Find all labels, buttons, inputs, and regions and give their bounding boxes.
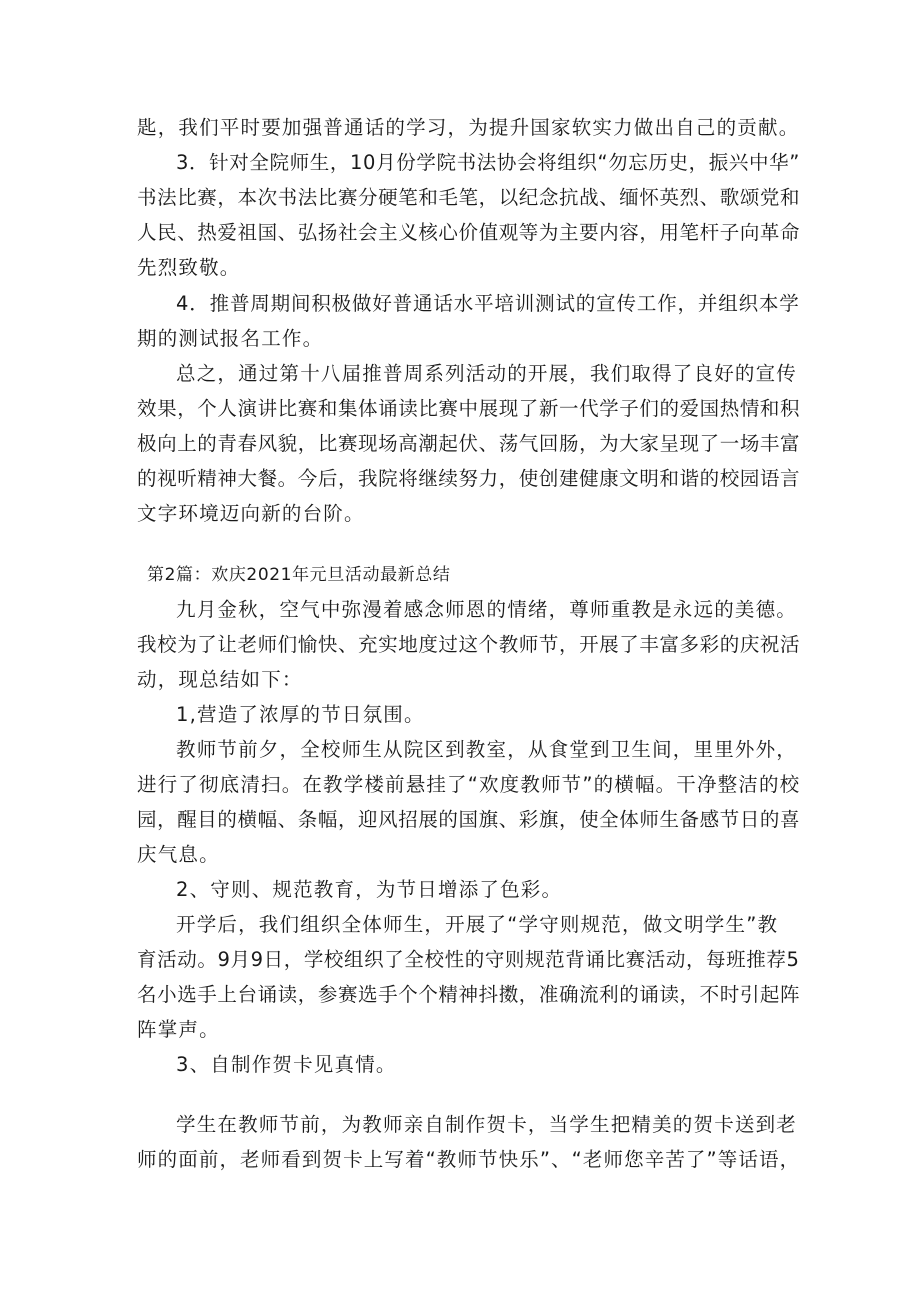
item1-body-line: 教师节前夕，全校师生从院区到教室，从食堂到卫生间，里里外外， <box>176 738 798 761</box>
paragraph-item3-line: 3．针对全院师生，10月份学院书法协会将组织“勿忘历史，振兴中华” <box>176 151 801 174</box>
item3-body-line: 学生在教师节前，为教师亲自制作贺卡，当学生把精美的贺卡送到老 <box>176 1113 798 1136</box>
item2-title: 2、守则、规范教育，为节日增添了色彩。 <box>176 878 563 901</box>
item2-body-line: 名小选手上台诵读，参赛选手个个精神抖擞，准确流利的诵读，不时引起阵 <box>137 983 801 1006</box>
paragraph-item3-line: 先烈致敬。 <box>137 256 241 279</box>
paragraph-item3-line: 书法比赛，本次书法比赛分硬笔和毛笔，以纪念抗战、缅怀英烈、歌颂党和 <box>137 186 801 209</box>
summary-paragraph-line: 效果，个人演讲比赛和集体诵读比赛中展现了新一代学子们的爱国热情和积 <box>137 397 801 420</box>
item1-body-line: 进行了彻底清扫。在教学楼前悬挂了“欢度教师节”的横幅。干净整洁的校 <box>137 773 801 796</box>
summary-paragraph-line: 的视听精神大餐。今后，我院将继续努力，使创建健康文明和谐的校园语言 <box>137 467 801 490</box>
item2-body-line: 开学后，我们组织全体师生，开展了“学守则规范，做文明学生”教 <box>176 913 779 936</box>
intro-paragraph-line: 九月金秋，空气中弥漫着感念师恩的情绪，尊师重教是永远的美德。 <box>176 598 798 621</box>
paragraph-item4-line: 4．推普周期间积极做好普通话水平培训测试的宣传工作，并组织本学 <box>176 292 800 315</box>
intro-paragraph-line: 动，现总结如下： <box>137 668 303 691</box>
section-heading: 第2篇：欢庆2021年元旦活动最新总结 <box>147 565 451 585</box>
paragraph-item3-line: 人民、热爱祖国、弘扬社会主义核心价值观等为主要内容，用笔杆子向革命 <box>137 221 801 244</box>
item1-body-line: 园，醒目的横幅、条幅，迎风招展的国旗、彩旗，使全体师生备感节日的喜 <box>137 808 801 831</box>
summary-paragraph-line: 极向上的青春风貌，比赛现场高潮起伏、荡气回肠，为大家呈现了一场丰富 <box>137 432 801 455</box>
item2-body-line: 育活动。9月9日，学校组织了全校性的守则规范背诵比赛活动，每班推荐5 <box>137 948 800 971</box>
intro-paragraph-line: 我校为了让老师们愉快、充实地度过这个教师节，开展了丰富多彩的庆祝活 <box>137 633 801 656</box>
item1-title: 1,营造了浓厚的节日氛围。 <box>176 703 425 726</box>
item3-title: 3、自制作贺卡见真情。 <box>176 1053 397 1076</box>
item3-body-line: 师的面前，老师看到贺卡上写着“教师节快乐”、“老师您辛苦了”等话语， <box>137 1148 801 1171</box>
item1-body-line: 庆气息。 <box>137 843 220 866</box>
paragraph-continuation-line: 匙，我们平时要加强普通话的学习，为提升国家软实力做出自己的贡献。 <box>137 116 800 139</box>
summary-paragraph-line: 文字环境迈向新的台阶。 <box>137 502 365 525</box>
summary-paragraph-line: 总之，通过第十八届推普周系列活动的开展，我们取得了良好的宣传 <box>176 362 798 385</box>
paragraph-item4-line: 期的测试报名工作。 <box>137 327 324 350</box>
item2-body-line: 阵掌声。 <box>137 1018 220 1041</box>
